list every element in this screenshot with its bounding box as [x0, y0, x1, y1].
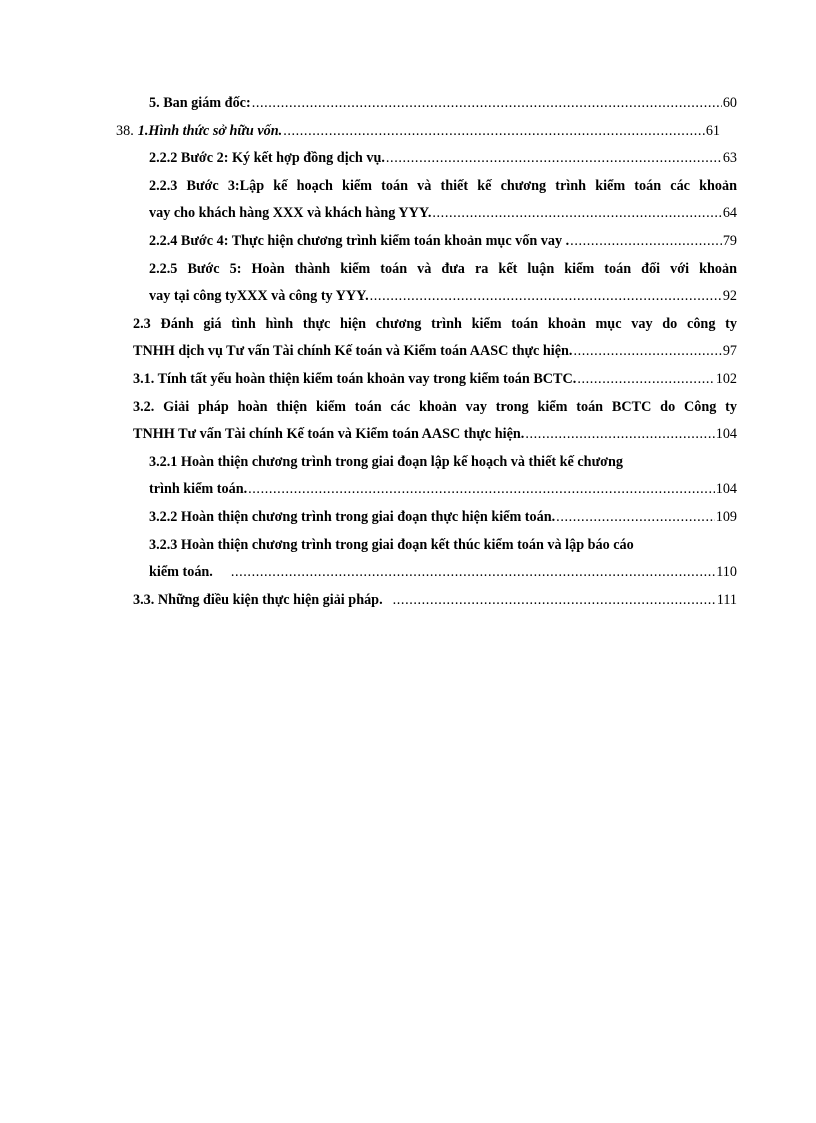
toc-leader-dots [577, 366, 714, 394]
toc-entry-text: 3.2.3 Hoàn thiện chương trình trong giai đoạn kết thúc kiểm toán và lập báo cáo [149, 536, 634, 553]
toc-leader-dots [283, 118, 705, 146]
toc-page-number: 63 [722, 150, 737, 167]
toc-entry-text: 3.2.2 Hoàn thiện chương trình trong giai đoạn thực hiện kiểm toán. [149, 509, 556, 525]
toc-page-number: 61 [705, 122, 720, 139]
toc-leader-dots [570, 228, 722, 256]
toc-entry-text: 1.Hình thức sở hữu vốn. [137, 122, 283, 139]
toc-page-number: 111 [716, 591, 737, 608]
toc-entry-dieu-kien[interactable] [133, 587, 737, 615]
toc-page-number: 102 [715, 371, 737, 387]
toc-entry-text: 2.2.5 Bước 5: Hoàn thành kiểm toán và đưa ra kết luận kiểm toán đối với khoản [149, 260, 737, 277]
toc-page-number: 60 [722, 95, 737, 111]
toc-entry-text: 3.3. Những điều kiện thực hiện giải pháp. [133, 591, 383, 608]
toc-entry-hoan-thien-ket-thuc[interactable] [149, 532, 737, 587]
toc-entry-text: 3.1. Tính tất yếu hoàn thiện kiểm toán khoản vay trong kiểm toán BCTC. [133, 371, 577, 387]
toc-entry-buoc-4[interactable] [149, 228, 737, 256]
toc-page-number: 79 [722, 233, 737, 249]
toc-entry-text-cont: vay tại công tyXXX và công ty YYY. [149, 288, 369, 305]
toc-entry-text: 5. Ban giám đốc: [149, 95, 251, 111]
toc-leader-dots [573, 338, 721, 366]
toc-entry-buoc-3[interactable] [149, 173, 737, 228]
toc-entry-hoan-thien-ke-hoach[interactable] [149, 449, 737, 504]
toc-entry-text: 3.2.1 Hoàn thiện chương trình trong giai đoạn lập kế hoạch và thiết kế chương [149, 453, 623, 470]
toc-entry-prefix: 38. [116, 122, 134, 139]
toc-entry-giai-phap[interactable] [133, 394, 737, 449]
toc-page-number: 97 [722, 343, 737, 360]
toc-entry-text: 2.2.3 Bước 3:Lập kế hoạch kiểm toán và thiết kế chương trình kiểm toán các khoản [149, 177, 737, 194]
toc-entry-tinh-tat-yeu[interactable] [133, 366, 737, 394]
toc-entry-text-cont: TNHH dịch vụ Tư vấn Tài chính Kế toán và Kiểm toán AASC thực hiện. [133, 343, 573, 360]
toc-page-number: 92 [722, 288, 737, 305]
toc-entry-text-cont: vay cho khách hàng XXX và khách hàng YYY. [149, 205, 432, 222]
toc-page-number: 104 [715, 426, 737, 443]
toc-leader-dots [556, 504, 715, 532]
toc-leader-dots [248, 476, 715, 504]
toc-page-number: 104 [715, 481, 737, 498]
toc-entry-danh-gia[interactable] [133, 311, 737, 366]
toc-page-number: 64 [722, 205, 737, 222]
toc-entry-text: 2.2.2 Bước 2: Ký kết hợp đồng dịch vụ. [149, 150, 385, 167]
toc-entry-ban-giam-doc[interactable] [149, 90, 737, 118]
toc-entry-buoc-2[interactable] [149, 145, 737, 173]
toc-page-number: 110 [716, 564, 737, 581]
toc-leader-dots [432, 200, 721, 228]
toc-entry-text-cont: kiểm toán. [149, 564, 213, 581]
toc-page-number: 109 [715, 509, 737, 525]
toc-entry-text-cont: trình kiểm toán. [149, 481, 248, 498]
toc-entry-text: 2.2.4 Bước 4: Thực hiện chương trình kiểm toán khoản mục vốn vay . [149, 233, 570, 249]
toc-leader-dots [393, 587, 716, 615]
toc-entry-text: 3.2. Giải pháp hoàn thiện kiểm toán các khoản vay trong kiểm toán BCTC do Công ty [133, 398, 737, 415]
toc-entry-text: 2.3 Đánh giá tình hình thực hiện chương trình kiểm toán khoản mục vay do công ty [133, 315, 737, 332]
toc-entry-buoc-5[interactable] [149, 256, 737, 311]
toc-entry-hoan-thien-thuc-hien[interactable] [149, 504, 737, 532]
toc-entry-hinh-thuc-so-huu[interactable] [116, 118, 720, 146]
toc-leader-dots [252, 90, 722, 118]
toc-leader-dots [525, 421, 714, 449]
toc-leader-dots [231, 559, 715, 587]
toc-leader-dots [370, 283, 722, 311]
toc-entry-text-cont: TNHH Tư vấn Tài chính Kế toán và Kiểm toán AASC thực hiện. [133, 426, 525, 443]
toc-leader-dots [386, 145, 722, 173]
